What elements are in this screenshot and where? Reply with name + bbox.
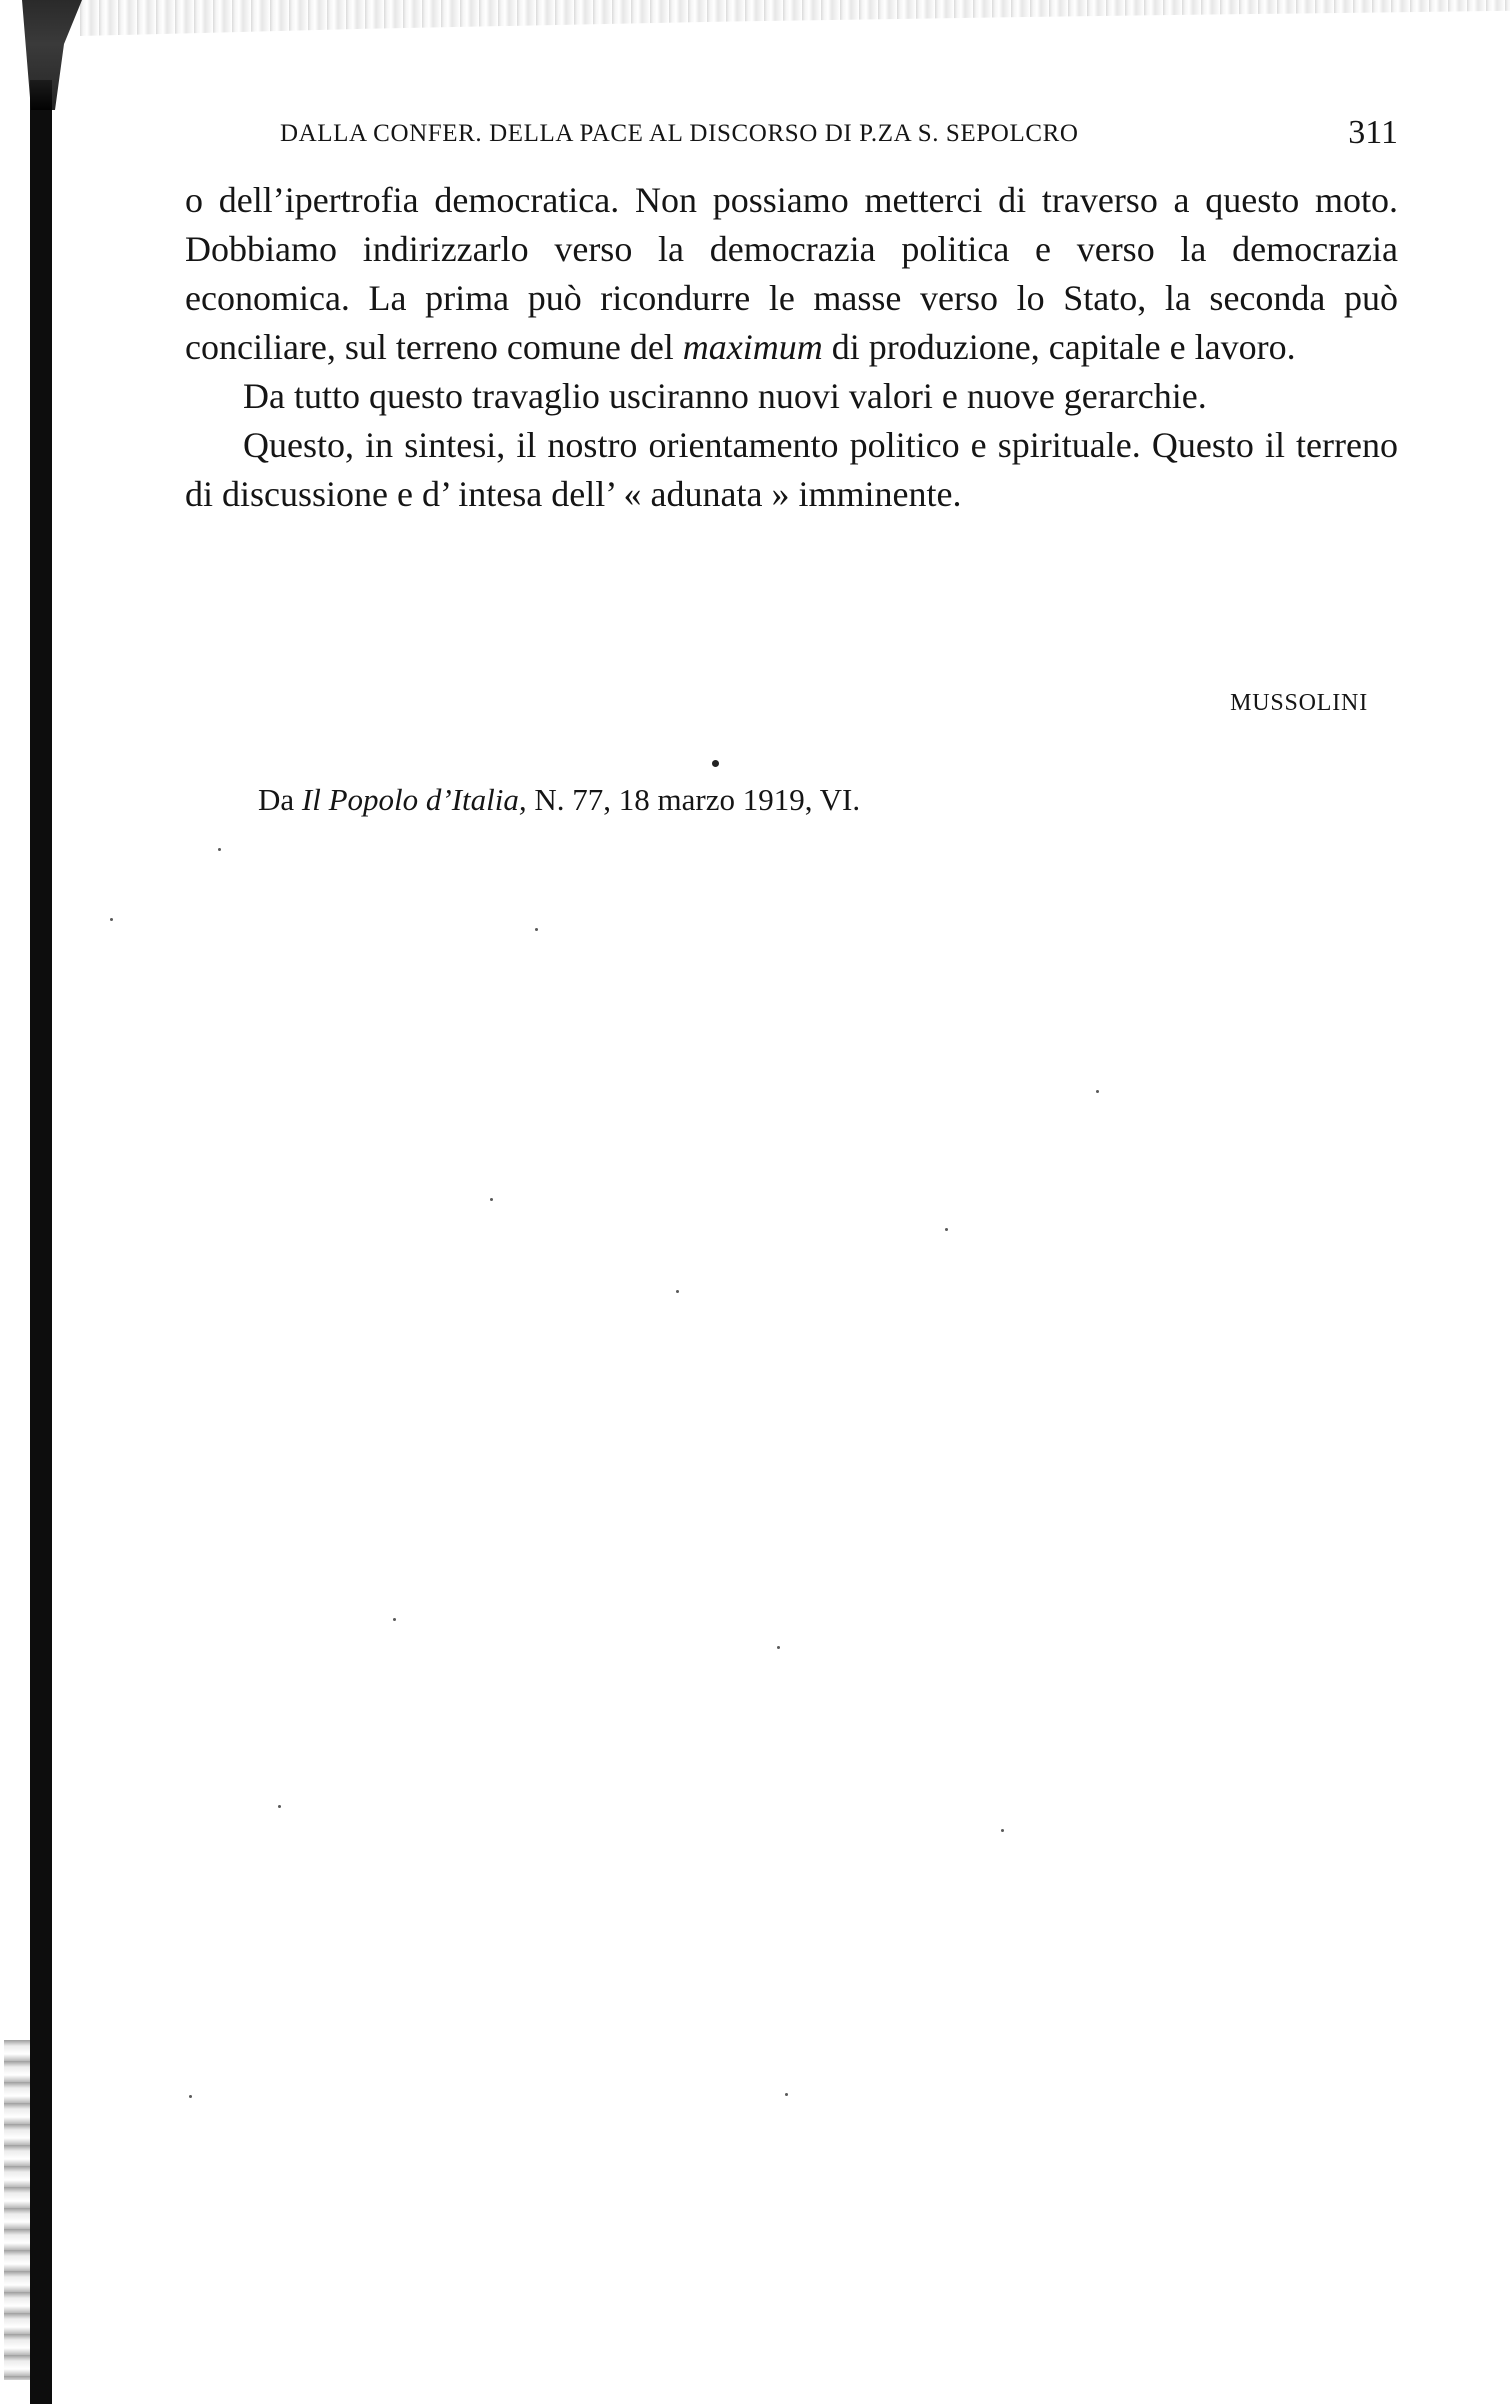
paragraph-3: Questo, in sintesi, il nostro orientamento politico e spirituale. Questo il terreno di discussione e d’ intesa dell’ « adunata » imminente. (185, 425, 1398, 514)
scan-speck (110, 918, 113, 921)
scan-speck (945, 1228, 948, 1231)
page-number: 311 (1348, 114, 1398, 151)
binding-edge-top (22, 0, 82, 110)
body-text (185, 176, 1398, 519)
source-prefix: Da (258, 782, 302, 817)
scan-noise-edge (4, 2040, 30, 2380)
scan-speck (535, 928, 538, 931)
paragraph-1-end: di produzione, capitale e lavoro. (822, 327, 1296, 367)
scan-speck (218, 848, 221, 851)
running-head: DALLA CONFER. DELLA PACE AL DISCORSO DI P.ZA S. SEPOLCRO (280, 120, 1079, 147)
paragraph-1-italic: maximum (682, 327, 823, 367)
source-citation (258, 782, 860, 818)
scan-noise-top (80, 0, 1510, 36)
scan-speck (189, 2095, 192, 2098)
scan-speck (1001, 1829, 1004, 1832)
signature: MUSSOLINI (1230, 690, 1368, 716)
scan-speck (777, 1646, 780, 1649)
binding-edge (30, 80, 52, 2404)
paragraph-1-start: o dell’ipertrofia democratica. Non possiamo metterci di traverso a questo moto. Dobbiamo indirizzarlo verso la democrazia politica e verso la democrazia economica. La prima può ricondurre le masse verso lo Stato, la seconda può conciliare, sul terreno comune del (185, 180, 1398, 367)
paragraph-2: Da tutto questo travaglio usciranno nuovi valori e nuove gerarchie. (243, 376, 1207, 416)
scan-speck (1096, 1090, 1099, 1093)
scan-speck (712, 760, 719, 767)
scan-speck (676, 1290, 679, 1293)
paragraph-1 (185, 176, 1398, 372)
scan-speck (393, 1618, 396, 1621)
scan-speck (278, 1805, 281, 1808)
page-header (280, 114, 1398, 164)
source-publication: Il Popolo d’Italia, (301, 782, 527, 817)
source-details: N. 77, 18 marzo 1919, VI. (526, 782, 861, 817)
scan-speck (490, 1198, 493, 1201)
scan-speck (785, 2093, 788, 2096)
